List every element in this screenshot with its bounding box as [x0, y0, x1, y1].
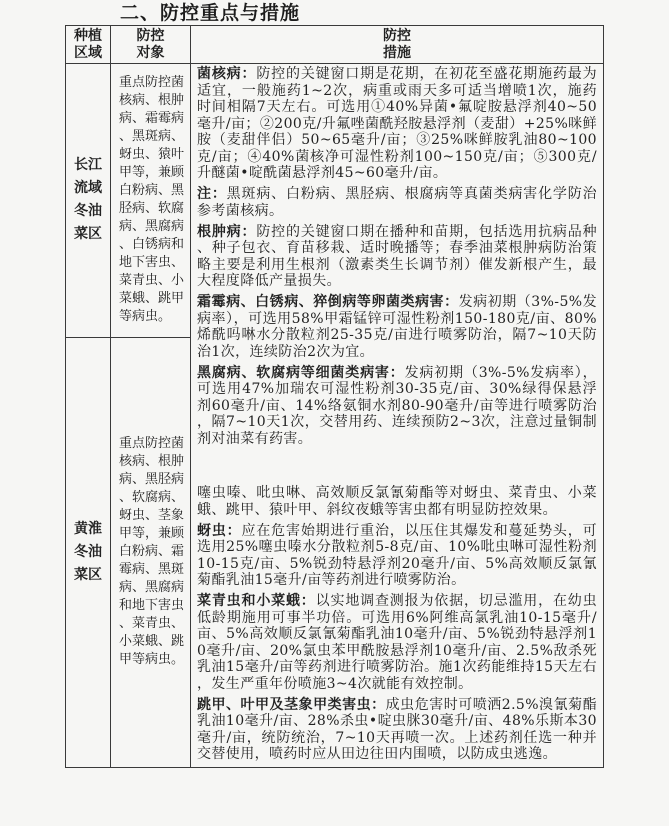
- measure-paragraph: [197, 697, 597, 763]
- measure-paragraph: [197, 523, 597, 589]
- table-row: [66, 64, 604, 338]
- measure-paragraph: [197, 186, 597, 219]
- measure-paragraph: [197, 294, 597, 360]
- measure-text: 发病初期（3%-5%发病率），可选用58%甲霜锰锌可湿性粉剂150-180克/亩、80%烯酰吗啉水分散粒剂25-35克/亩进行喷雾防治，隔7~10天防治1次，连续防治2次为宜。: [197, 294, 597, 360]
- measure-text: 噻虫嗪、吡虫啉、高效顺反氯氰菊酯等对蚜虫、菜青虫、小菜蛾、跳甲、猿叶甲、斜纹夜蛾等害虫都有明显防控效果。: [197, 485, 597, 518]
- header-region-line: 区域: [74, 44, 102, 61]
- measure-label: 菜青虫和小菜蛾：: [197, 593, 316, 609]
- section-title: 二、防控重点与措施: [120, 2, 301, 24]
- header-target: [111, 26, 191, 64]
- region-cell-huanghuai: 黄淮冬油菜区: [66, 337, 111, 767]
- measure-paragraph: [197, 365, 597, 448]
- header-target-line: 对象: [136, 44, 165, 61]
- measure-text: 应在危害始期进行重治，以压住其爆发和蔓延势头，可选用25%噻虫嗪水分散粒剂5-8克/亩、10%吡虫啉可湿性粉剂10-15克/亩、5%锐劲特悬浮剂20毫升/亩、5%高效顺反氯氰菊酯乳油15毫升/亩等药剂进行喷雾防治。: [197, 522, 597, 588]
- measure-paragraph: [197, 485, 597, 518]
- measure-text: 成虫危害时可喷洒2.5%溴氰菊酯乳油10毫升/亩、28%杀虫•啶虫脒30毫升/亩、48%乐斯本30毫升/亩，统防统治，7~10天再喷一次。上述药剂任选一种并交替使用，喷药时应从田边往田内围喷，以防成虫逃逸。: [197, 696, 597, 762]
- measure-text: 防控的关键窗口期是花期，在初花至盛花期施药最为适宜，一般施药1~2次，病重或雨天多可适当增喷1次，施药时间相隔7天左右。可选用①40%异菌•氟啶胺悬浮剂40~50毫升/亩；②200克/升氟唑菌酰羟胺悬浮剂（麦甜）+25%咪鲜胺（麦甜伴侣）50~65毫升/亩；③25%咪鲜胺乳油80~100克/亩；④40%菌核净可湿性粉剂100~150克/亩；⑤300克/升醚菌•啶酰菌悬浮剂45~60毫升/亩。: [197, 66, 597, 181]
- header-target-line: 防控: [136, 27, 165, 44]
- measure-paragraph: [197, 66, 597, 182]
- measure-label: 霜霉病、白锈病、猝倒病等卵菌类病害：: [197, 294, 459, 310]
- measure-label: 注：: [197, 186, 227, 202]
- table-header-row: [66, 26, 604, 64]
- header-region-line: 种植: [74, 27, 102, 44]
- measure-text: 防控的关键窗口期在播种和苗期，包括选用抗病品种、种子包衣、育苗移栽、适时晚播等；春季油菜根肿病防治策略主要是利用生根剂（激素类生长调节剂）催发新根产生，最大程度降低产量损失。: [197, 223, 597, 289]
- header-region: [66, 26, 111, 64]
- measure-paragraph: [197, 593, 597, 692]
- measure-text: 以实地调查测报为依据，切忌滥用，在幼虫低龄期施用可事半功倍。可选用6%阿维高氯乳油10-15毫升/亩、5%高效顺反氯氰菊酯乳油10毫升/亩、5%锐劲特悬浮剂10毫升/亩、20%氯虫苯甲酰胺悬浮剂10毫升/亩、2.5%敌杀死乳油15毫升/亩等药剂进行喷雾防治。施1次药能维持15天左右，发生严重年份喷施3~4次就能有效控制。: [197, 593, 598, 692]
- measure-label: 跳甲、叶甲及茎象甲类害虫：: [197, 696, 386, 713]
- measure-label: 蚜虫：: [197, 522, 242, 539]
- measure-text: 黑斑病、白粉病、黑胫病、根腐病等真菌类病害化学防治参考菌核病。: [197, 186, 597, 219]
- target-cell-yangtze: 重点防控菌核病、根肿病、霜霉病、黑斑病、蚜虫、猿叶甲等，兼顾白粉病、黑胫病、软腐病、黑腐病、白锈病和地下害虫、菜青虫、小菜蛾、跳甲等病虫。: [111, 64, 191, 338]
- header-measures-line: 防控: [383, 27, 411, 44]
- measure-label: 菌核病：: [197, 66, 257, 82]
- header-measures: [191, 26, 604, 64]
- measure-paragraph: [197, 224, 597, 290]
- control-measures-table: [65, 25, 604, 768]
- region-cell-yangtze: 长江流域冬油菜区: [66, 64, 111, 338]
- measure-label: 根肿病：: [197, 223, 257, 240]
- target-cell-huanghuai: 重点防控菌核病、根肿病、黑胫病、软腐病、蚜虫、茎象甲等，兼顾白粉病、霜霉病、黑斑病、黑腐病和地下害虫、菜青虫、小菜蛾、跳甲等病虫。: [111, 337, 191, 767]
- measure-text: 发病初期（3%-5%发病率），可选用47%加瑞农可湿性粉剂30-35克/亩、30%绿得保悬浮剂60毫升/亩、14%络氨铜水剂80-90毫升/亩等进行喷雾防治，隔7~10天1次，交替用药、连续预防2~3次，注意过量铜制剂对油菜有药害。: [197, 364, 597, 447]
- measure-label: 黑腐病、软腐病等细菌类病害：: [197, 364, 405, 381]
- measures-cell: [191, 64, 604, 768]
- header-measures-line: 措施: [383, 44, 411, 61]
